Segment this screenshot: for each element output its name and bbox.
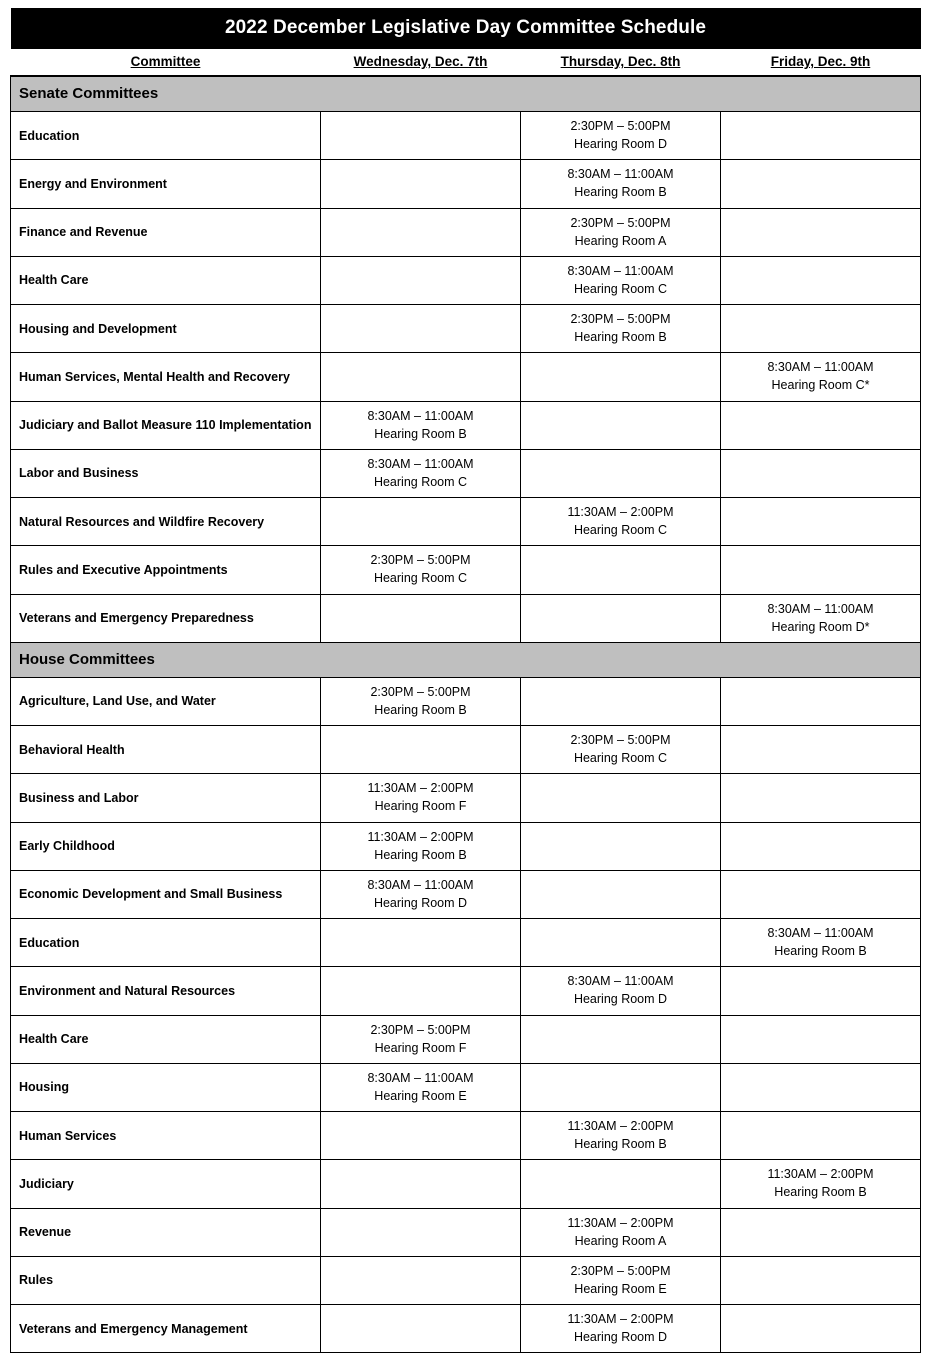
slot-friday [721,774,921,822]
committee-name: Labor and Business [11,449,321,497]
title-row [11,8,921,49]
section-header-house [11,642,921,677]
slot-wednesday [321,208,521,256]
slot-wednesday: 2:30PM – 5:00PM Hearing Room B [321,677,521,725]
slot-thursday [521,546,721,594]
slot-friday [721,546,921,594]
slot-thursday: 2:30PM – 5:00PM Hearing Room A [521,208,721,256]
slot-thursday: 11:30AM – 2:00PM Hearing Room C [521,498,721,546]
slot-wednesday [321,1208,521,1256]
committee-name: Housing and Development [11,305,321,353]
slot-wednesday [321,112,521,160]
slot-thursday: 8:30AM – 11:00AM Hearing Room C [521,256,721,304]
slot-friday [721,1208,921,1256]
committee-name: Business and Labor [11,774,321,822]
slot-friday [721,870,921,918]
slot-thursday [521,870,721,918]
slot-friday: 11:30AM – 2:00PM Hearing Room B [721,1160,921,1208]
slot-thursday [521,401,721,449]
slot-friday [721,967,921,1015]
table-row [11,726,921,774]
committee-name: Environment and Natural Resources [11,967,321,1015]
committee-name: Veterans and Emergency Management [11,1305,321,1353]
table-row [11,919,921,967]
table-row [11,1063,921,1111]
slot-thursday: 11:30AM – 2:00PM Hearing Room D [521,1305,721,1353]
slot-friday [721,256,921,304]
slot-wednesday [321,919,521,967]
slot-wednesday [321,1256,521,1304]
table-row [11,305,921,353]
table-row [11,353,921,401]
slot-thursday [521,677,721,725]
table-row [11,677,921,725]
column-header-row [11,49,921,76]
slot-friday [721,498,921,546]
slot-wednesday [321,256,521,304]
committee-name: Rules and Executive Appointments [11,546,321,594]
slot-wednesday [321,1305,521,1353]
slot-thursday [521,1063,721,1111]
table-row [11,594,921,642]
slot-wednesday: 8:30AM – 11:00AM Hearing Room B [321,401,521,449]
slot-wednesday [321,967,521,1015]
slot-thursday [521,822,721,870]
slot-friday [721,1256,921,1304]
slot-wednesday [321,160,521,208]
table-row [11,822,921,870]
table-row [11,160,921,208]
slot-wednesday [321,594,521,642]
section-header-senate [11,76,921,112]
slot-friday [721,401,921,449]
slot-thursday [521,449,721,497]
section-title: Senate Committees [11,76,921,112]
slot-thursday [521,1015,721,1063]
slot-friday [721,305,921,353]
slot-wednesday: 11:30AM – 2:00PM Hearing Room B [321,822,521,870]
slot-friday [721,160,921,208]
committee-name: Education [11,112,321,160]
slot-friday [721,112,921,160]
slot-wednesday: 2:30PM – 5:00PM Hearing Room F [321,1015,521,1063]
committee-name: Judiciary and Ballot Measure 110 Implementation [11,401,321,449]
slot-friday [721,1305,921,1353]
committee-name: Education [11,919,321,967]
table-row [11,967,921,1015]
slot-friday [721,677,921,725]
committee-name: Behavioral Health [11,726,321,774]
table-row [11,112,921,160]
committee-name: Health Care [11,256,321,304]
table-row [11,449,921,497]
slot-thursday [521,919,721,967]
table-row [11,1256,921,1304]
table-row [11,870,921,918]
committee-name: Health Care [11,1015,321,1063]
column-header-wednesday: Wednesday, Dec. 7th [321,49,521,76]
committee-name: Early Childhood [11,822,321,870]
table-row [11,1015,921,1063]
committee-name: Agriculture, Land Use, and Water [11,677,321,725]
committee-name: Veterans and Emergency Preparedness [11,594,321,642]
committee-name: Revenue [11,1208,321,1256]
table-row [11,208,921,256]
slot-wednesday [321,498,521,546]
committee-name: Judiciary [11,1160,321,1208]
committee-name: Rules [11,1256,321,1304]
committee-name: Finance and Revenue [11,208,321,256]
slot-friday [721,726,921,774]
committee-name: Human Services, Mental Health and Recovery [11,353,321,401]
committee-name: Energy and Environment [11,160,321,208]
table-row [11,401,921,449]
slot-friday: 8:30AM – 11:00AM Hearing Room B [721,919,921,967]
slot-friday [721,1015,921,1063]
slot-wednesday: 8:30AM – 11:00AM Hearing Room D [321,870,521,918]
table-row [11,1208,921,1256]
slot-thursday: 11:30AM – 2:00PM Hearing Room B [521,1112,721,1160]
slot-thursday [521,594,721,642]
slot-thursday [521,774,721,822]
slot-friday: 8:30AM – 11:00AM Hearing Room D* [721,594,921,642]
committee-name: Natural Resources and Wildfire Recovery [11,498,321,546]
slot-wednesday: 8:30AM – 11:00AM Hearing Room E [321,1063,521,1111]
table-row [11,498,921,546]
slot-thursday [521,353,721,401]
slot-thursday: 8:30AM – 11:00AM Hearing Room D [521,967,721,1015]
committee-name: Housing [11,1063,321,1111]
table-row [11,1305,921,1353]
slot-wednesday: 8:30AM – 11:00AM Hearing Room C [321,449,521,497]
committee-name: Human Services [11,1112,321,1160]
slot-friday [721,822,921,870]
slot-friday [721,208,921,256]
page-title: 2022 December Legislative Day Committee Schedule [11,8,921,49]
slot-thursday: 11:30AM – 2:00PM Hearing Room A [521,1208,721,1256]
slot-friday [721,1063,921,1111]
slot-thursday: 8:30AM – 11:00AM Hearing Room B [521,160,721,208]
slot-thursday: 2:30PM – 5:00PM Hearing Room E [521,1256,721,1304]
slot-wednesday: 2:30PM – 5:00PM Hearing Room C [321,546,521,594]
slot-thursday: 2:30PM – 5:00PM Hearing Room D [521,112,721,160]
slot-wednesday [321,1112,521,1160]
table-row [11,774,921,822]
committee-schedule-table [10,8,921,1353]
column-header-thursday: Thursday, Dec. 8th [521,49,721,76]
table-row [11,256,921,304]
slot-wednesday: 11:30AM – 2:00PM Hearing Room F [321,774,521,822]
slot-friday: 8:30AM – 11:00AM Hearing Room C* [721,353,921,401]
slot-thursday: 2:30PM – 5:00PM Hearing Room B [521,305,721,353]
table-row [11,1112,921,1160]
table-row [11,546,921,594]
slot-thursday: 2:30PM – 5:00PM Hearing Room C [521,726,721,774]
slot-wednesday [321,726,521,774]
section-title: House Committees [11,642,921,677]
column-header-friday: Friday, Dec. 9th [721,49,921,76]
committee-name: Economic Development and Small Business [11,870,321,918]
column-header-committee: Committee [11,49,321,76]
slot-friday [721,1112,921,1160]
slot-wednesday [321,353,521,401]
slot-friday [721,449,921,497]
slot-wednesday [321,305,521,353]
